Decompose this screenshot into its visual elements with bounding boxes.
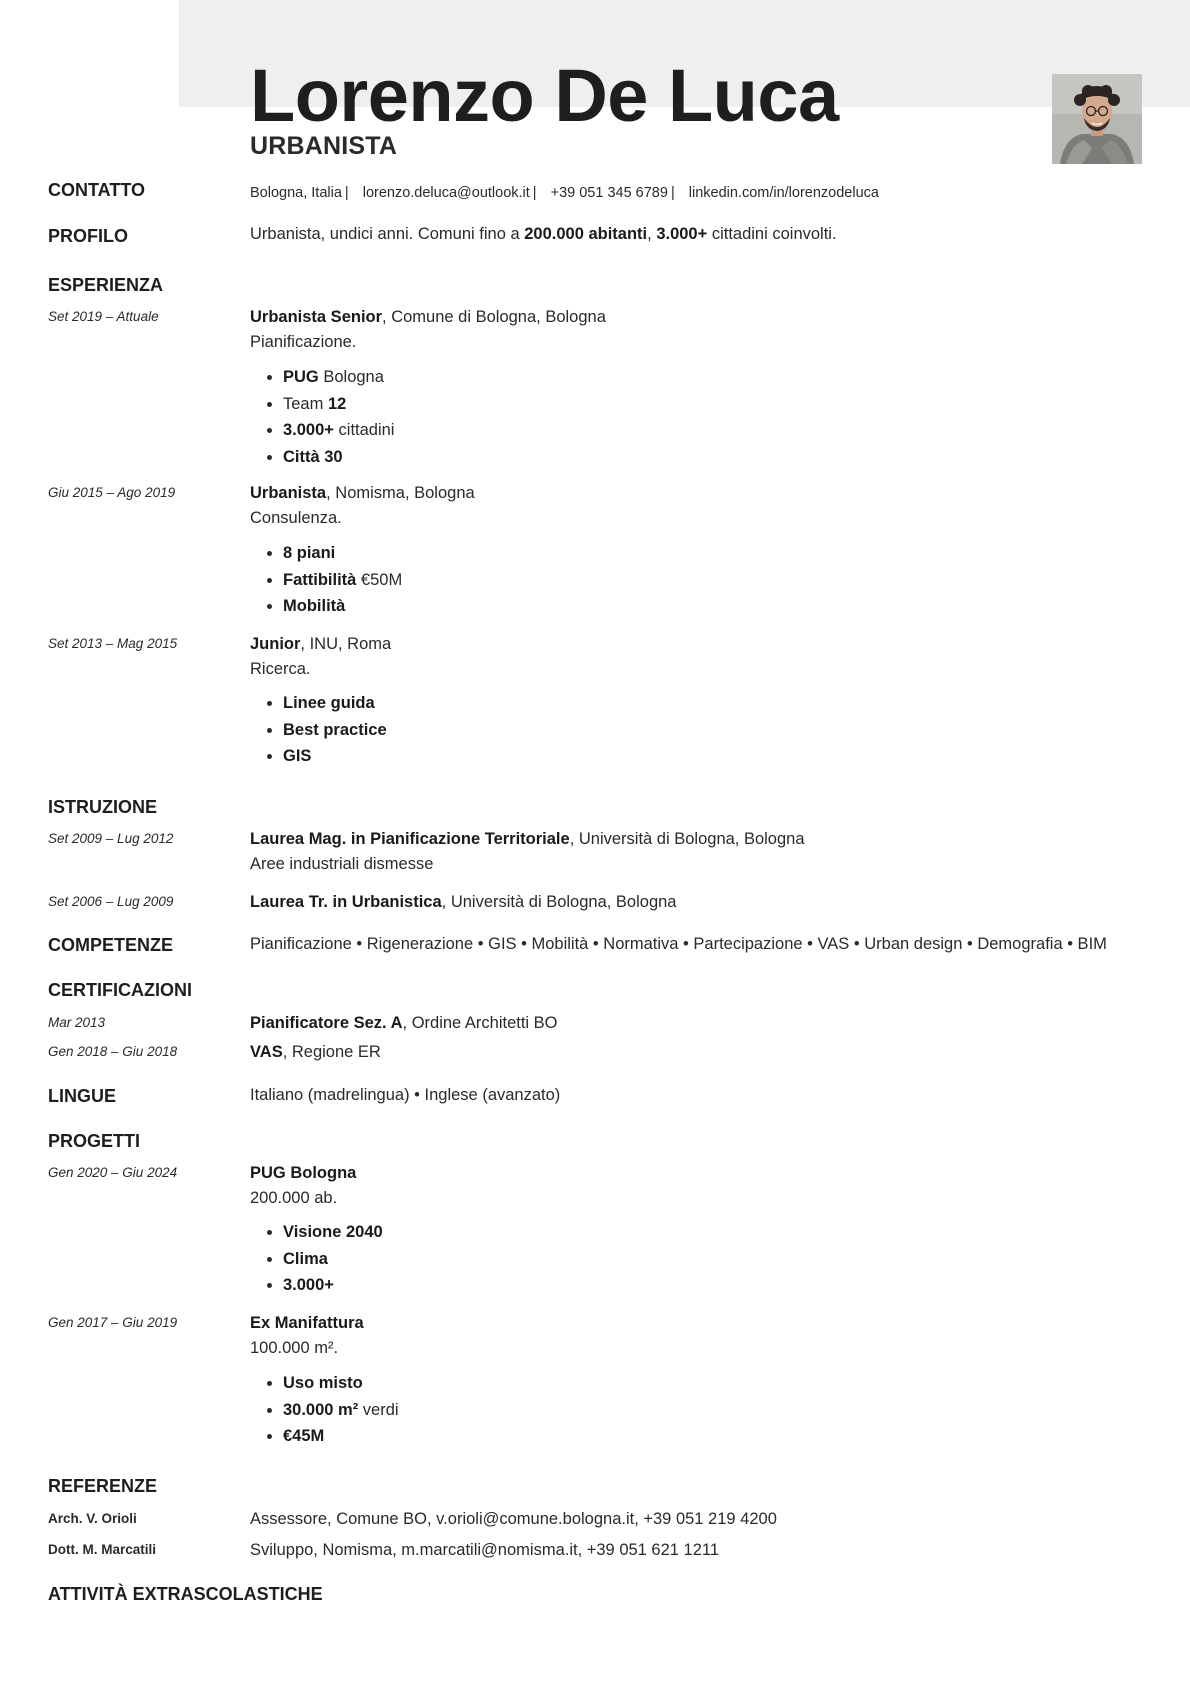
list-item: • Clima xyxy=(283,1246,383,1273)
experience-dates: Set 2013 – Mag 2015 xyxy=(48,636,178,651)
experience-role: Junior xyxy=(250,635,301,653)
reference-name: Dott. M. Marcatili xyxy=(48,1542,157,1557)
experience-title xyxy=(250,308,606,327)
list-item: • 3.000+ cittadini xyxy=(283,417,394,444)
section-heading-profile: PROFILO xyxy=(48,226,128,246)
education-dates: Set 2006 – Lug 2009 xyxy=(48,894,174,909)
list-item: • €45M xyxy=(283,1423,399,1450)
certification-name: VAS xyxy=(250,1043,283,1061)
project-desc: 100.000 m². xyxy=(250,1339,339,1357)
section-heading-projects: PROGETTI xyxy=(48,1131,141,1151)
list-item: • Fattibilità €50M xyxy=(283,567,402,594)
profile-photo xyxy=(1052,74,1142,164)
certification-item xyxy=(250,1014,558,1033)
education-dates: Set 2009 – Lug 2012 xyxy=(48,831,174,846)
list-item: • GIS xyxy=(283,743,387,770)
project-title xyxy=(250,1164,356,1183)
section-heading-references: REFERENZE xyxy=(48,1476,158,1496)
list-item: • 3.000+ xyxy=(283,1272,383,1299)
section-heading-skills: COMPETENZE xyxy=(48,935,174,955)
list-item: • Mobilità xyxy=(283,593,402,620)
contact-phone[interactable]: +39 051 345 6789 xyxy=(550,185,668,201)
experience-org: , Comune di Bologna, Bologna xyxy=(382,308,606,326)
project-name: Ex Manifattura xyxy=(250,1314,364,1332)
project-dates: Gen 2020 – Giu 2024 xyxy=(48,1165,178,1180)
profile-summary xyxy=(250,225,837,244)
skills-list: Pianificazione • Rigenerazione • GIS • Mobilità • Normativa • Partecipazione • VAS • Urban design • Demografia • BIM xyxy=(250,935,1107,953)
education-degree: Laurea Mag. in Pianificazione Territoriale xyxy=(250,830,570,848)
list-item: • Visione 2040 xyxy=(283,1219,383,1246)
section-heading-certifications: CERTIFICAZIONI xyxy=(48,980,192,1000)
contact-email[interactable]: lorenzo.deluca@outlook.it xyxy=(362,185,530,201)
experience-desc: Pianificazione. xyxy=(250,333,357,351)
contact-location: Bologna, Italia xyxy=(250,185,342,201)
certification-item xyxy=(250,1043,381,1062)
project-bullets xyxy=(250,1370,399,1450)
reference-name: Arch. V. Orioli xyxy=(48,1511,137,1526)
profile-text: , xyxy=(647,225,657,243)
experience-role: Urbanista Senior xyxy=(250,308,383,326)
experience-org: , INU, Roma xyxy=(300,635,392,653)
project-desc: 200.000 ab. xyxy=(250,1189,338,1207)
education-org: , Università di Bologna, Bologna xyxy=(441,893,677,911)
education-note: Aree industriali dismesse xyxy=(250,855,434,873)
profile-text: cittadini coinvolti. xyxy=(707,225,837,243)
experience-dates: Set 2019 – Attuale xyxy=(48,309,159,324)
education-title xyxy=(250,830,805,849)
portrait-image xyxy=(1052,74,1142,164)
candidate-name: Lorenzo De Luca xyxy=(250,54,839,137)
project-title xyxy=(250,1314,364,1333)
experience-title xyxy=(250,635,391,654)
certification-name: Pianificatore Sez. A xyxy=(250,1014,403,1032)
contact-separator: | xyxy=(532,185,537,201)
education-title xyxy=(250,893,676,912)
experience-dates: Giu 2015 – Ago 2019 xyxy=(48,485,176,500)
list-item: • Città 30 xyxy=(283,444,394,471)
section-heading-extracurricular: ATTIVITÀ EXTRASCOLASTICHE xyxy=(48,1584,323,1604)
profile-text: Urbanista, undici anni. Comuni fino a xyxy=(250,225,525,243)
reference-detail: Assessore, Comune BO, v.orioli@comune.bologna.it, +39 051 219 4200 xyxy=(250,1510,777,1528)
section-heading-contact: CONTATTO xyxy=(48,180,145,200)
section-heading-experience: ESPERIENZA xyxy=(48,275,164,295)
experience-org: , Nomisma, Bologna xyxy=(326,484,475,502)
project-dates: Gen 2017 – Giu 2019 xyxy=(48,1315,178,1330)
profile-highlight: 3.000+ xyxy=(656,225,708,243)
certification-date: Mar 2013 xyxy=(48,1015,106,1030)
experience-desc: Consulenza. xyxy=(250,509,342,527)
list-item: • Linee guida xyxy=(283,690,387,717)
contact-separator: | xyxy=(344,185,349,201)
experience-bullets xyxy=(250,364,394,470)
certification-org: , Ordine Architetti BO xyxy=(402,1014,558,1032)
contact-linkedin[interactable]: linkedin.com/in/lorenzodeluca xyxy=(688,185,879,201)
job-title: URBANISTA xyxy=(250,132,398,160)
list-item: • Best practice xyxy=(283,717,387,744)
list-item: • 8 piani xyxy=(283,540,402,567)
section-heading-languages: LINGUE xyxy=(48,1086,117,1106)
project-name: PUG Bologna xyxy=(250,1164,357,1182)
experience-desc: Ricerca. xyxy=(250,660,311,678)
certification-date: Gen 2018 – Giu 2018 xyxy=(48,1044,178,1059)
profile-highlight: 200.000 abitanti xyxy=(524,225,648,243)
list-item: • Team 12 xyxy=(283,391,394,418)
experience-title xyxy=(250,484,475,503)
list-item: • 30.000 m² verdi xyxy=(283,1397,399,1424)
list-item: • PUG Bologna xyxy=(283,364,394,391)
contact-separator: | xyxy=(670,185,675,201)
experience-bullets xyxy=(250,690,387,770)
experience-bullets xyxy=(250,540,402,620)
project-bullets xyxy=(250,1219,383,1299)
experience-role: Urbanista xyxy=(250,484,327,502)
languages-list: Italiano (madrelingua) • Inglese (avanzato) xyxy=(250,1086,561,1104)
education-degree: Laurea Tr. in Urbanistica xyxy=(250,893,442,911)
certification-org: , Regione ER xyxy=(282,1043,381,1061)
list-item: • Uso misto xyxy=(283,1370,399,1397)
contact-line xyxy=(250,185,879,201)
section-heading-education: ISTRUZIONE xyxy=(48,797,158,817)
reference-detail: Sviluppo, Nomisma, m.marcatili@nomisma.it, +39 051 621 1211 xyxy=(250,1541,720,1559)
education-org: , Università di Bologna, Bologna xyxy=(569,830,805,848)
